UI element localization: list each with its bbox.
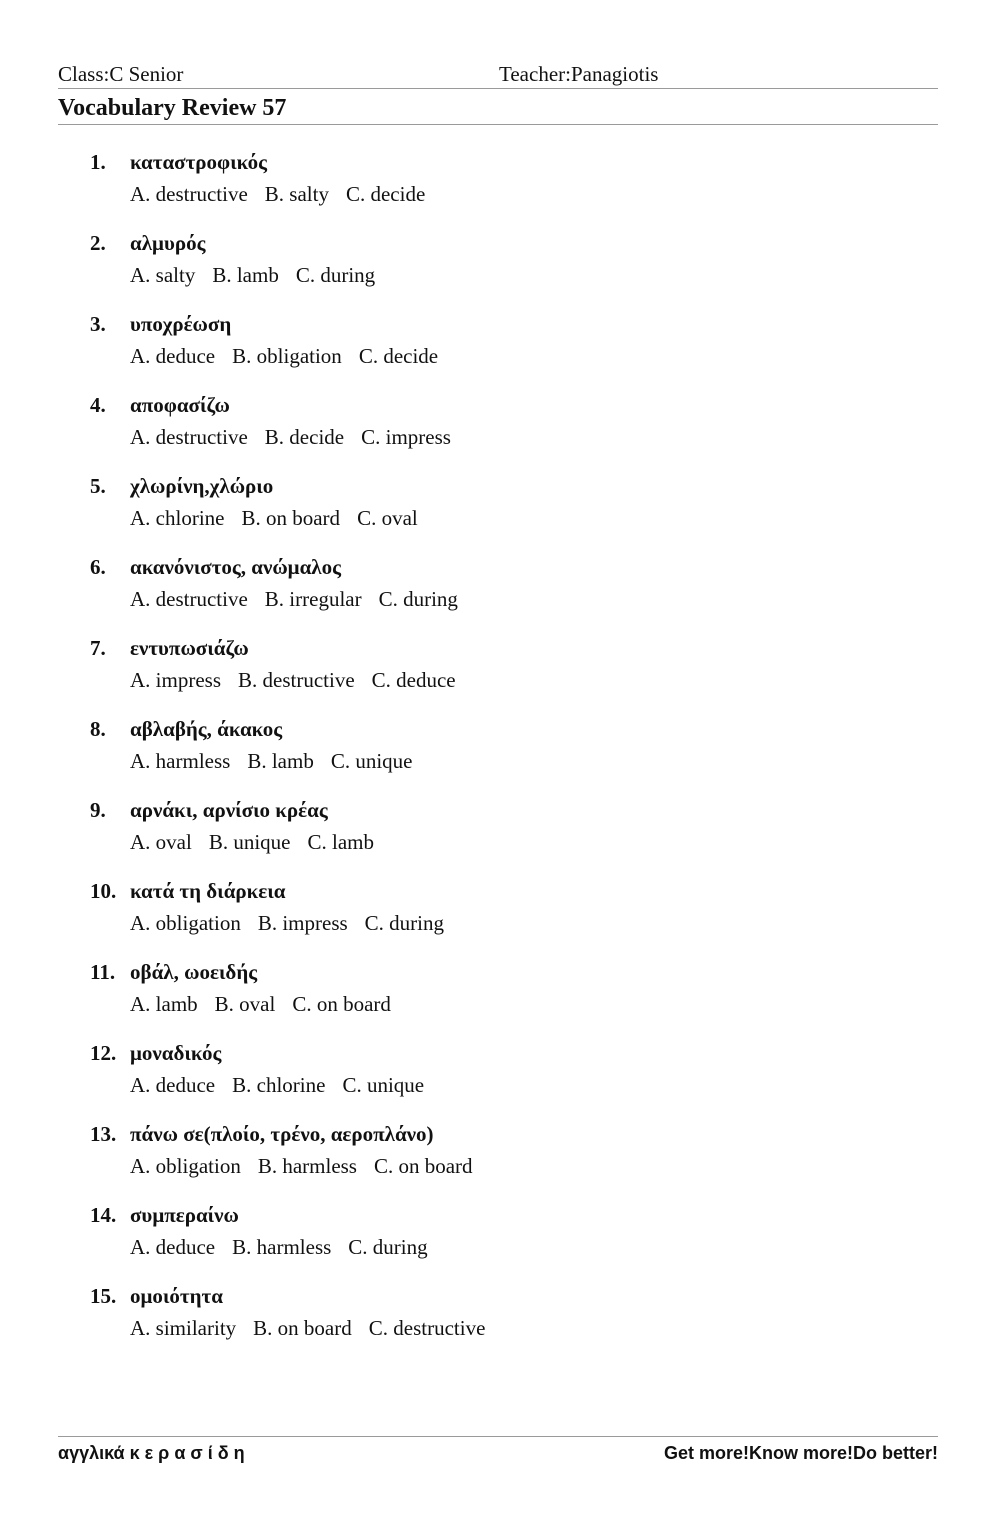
answer-option-b[interactable]: B. harmless (257, 1154, 357, 1178)
question-number: 8. (90, 717, 106, 741)
question-number: 13. (90, 1122, 117, 1146)
question-word: εντυπωσιάζω (130, 636, 249, 660)
question-number: 4. (90, 393, 106, 417)
question-item (0, 1203, 1000, 1273)
answer-option-a[interactable]: A. salty (130, 263, 196, 287)
answer-options (130, 1316, 502, 1341)
answer-option-a[interactable]: A. lamb (130, 992, 198, 1016)
answer-option-c[interactable]: C. during (378, 587, 458, 611)
answer-option-c[interactable]: C. during (364, 911, 445, 935)
question-item (0, 960, 1000, 1030)
answer-option-c[interactable]: C. lamb (307, 830, 374, 854)
question-item (0, 393, 1000, 463)
answer-option-b[interactable]: B. unique (208, 830, 291, 854)
page-title: Vocabulary Review 57 (58, 95, 287, 121)
class-label: Class:C Senior (58, 62, 184, 86)
title-bar (58, 94, 938, 125)
question-number: 10. (90, 879, 117, 903)
answer-options (130, 344, 455, 369)
answer-option-b[interactable]: B. impress (257, 911, 348, 935)
answer-option-c[interactable]: C. on board (292, 992, 391, 1016)
question-item (0, 474, 1000, 544)
answer-option-a[interactable]: A. deduce (130, 1235, 216, 1259)
answer-option-c[interactable]: C. oval (357, 506, 418, 530)
answer-option-a[interactable]: A. chlorine (130, 506, 225, 530)
question-word: αποφασίζω (130, 393, 230, 417)
question-item (0, 636, 1000, 706)
answer-options (130, 182, 442, 207)
answer-option-a[interactable]: A. obligation (130, 911, 241, 935)
answer-option-b[interactable]: B. on board (253, 1316, 352, 1340)
answer-option-c[interactable]: C. decide (358, 344, 439, 368)
question-number: 6. (90, 555, 106, 579)
question-word: συμπεραίνω (130, 1203, 239, 1227)
answer-option-b[interactable]: B. irregular (264, 587, 362, 611)
answer-option-b[interactable]: B. salty (264, 182, 329, 206)
answer-options (130, 263, 392, 288)
question-word: υποχρέωση (130, 312, 232, 336)
answer-options (130, 749, 430, 774)
answer-options (130, 1235, 445, 1260)
answer-option-b[interactable]: B. on board (241, 506, 341, 530)
question-word: αβλαβής, άκακος (130, 717, 283, 741)
answer-option-b[interactable]: B. lamb (247, 749, 314, 773)
answer-option-a[interactable]: A. destructive (130, 182, 248, 206)
answer-options (130, 992, 408, 1017)
question-item (0, 555, 1000, 625)
question-item (0, 231, 1000, 301)
answer-option-c[interactable]: C. unique (342, 1073, 425, 1097)
answer-options (130, 506, 435, 531)
footer-brand: αγγλικά κ ε ρ α σ ί δ η (58, 1443, 245, 1463)
answer-options (130, 425, 468, 450)
answer-option-a[interactable]: A. deduce (130, 1073, 216, 1097)
question-number: 15. (90, 1284, 117, 1308)
answer-option-a[interactable]: A. obligation (130, 1154, 241, 1178)
question-number: 3. (90, 312, 106, 336)
question-number: 14. (90, 1203, 117, 1227)
question-item (0, 1122, 1000, 1192)
question-number: 5. (90, 474, 106, 498)
answer-option-c[interactable]: C. on board (373, 1154, 473, 1178)
question-word: αρνάκι, αρνίσιο κρέας (130, 798, 328, 822)
answer-option-b[interactable]: B. decide (264, 425, 345, 449)
answer-option-a[interactable]: A. harmless (130, 749, 231, 773)
answer-option-a[interactable]: A. destructive (130, 425, 248, 449)
answer-option-a[interactable]: A. deduce (130, 344, 216, 368)
answer-option-c[interactable]: C. during (348, 1235, 428, 1259)
question-word: μοναδικός (130, 1041, 222, 1065)
answer-option-a[interactable]: A. impress (130, 668, 221, 692)
question-number: 1. (90, 150, 106, 174)
answer-option-a[interactable]: A. similarity (130, 1316, 237, 1340)
question-item (0, 798, 1000, 868)
answer-option-a[interactable]: A. destructive (130, 587, 248, 611)
answer-options (130, 1154, 490, 1179)
question-number: 7. (90, 636, 106, 660)
answer-options (130, 587, 475, 612)
question-item (0, 1284, 1000, 1354)
answer-option-b[interactable]: B. destructive (238, 668, 355, 692)
question-item (0, 150, 1000, 220)
answer-option-a[interactable]: A. oval (130, 830, 192, 854)
question-word: χλωρίνη,χλώριο (130, 474, 274, 498)
answer-option-c[interactable]: C. deduce (371, 668, 456, 692)
answer-option-b[interactable]: B. harmless (232, 1235, 332, 1259)
question-word: οβάλ, ωοειδής (130, 960, 258, 984)
question-number: 11. (90, 960, 116, 984)
answer-option-c[interactable]: C. unique (330, 749, 413, 773)
question-word: ομοιότητα (130, 1284, 223, 1308)
answer-option-c[interactable]: C. during (295, 263, 376, 287)
question-item (0, 717, 1000, 787)
question-word: πάνω σε(πλοίο, τρένο, αεροπλάνο) (130, 1122, 434, 1146)
answer-options (130, 830, 391, 855)
answer-option-b[interactable]: B. oval (214, 992, 276, 1016)
question-item (0, 312, 1000, 382)
answer-option-c[interactable]: C. decide (345, 182, 426, 206)
answer-option-b[interactable]: B. chlorine (232, 1073, 326, 1097)
question-word: κατά τη διάρκεια (130, 879, 286, 903)
answer-option-c[interactable]: C. impress (361, 425, 451, 449)
answer-options (130, 911, 461, 936)
question-word: καταστροφικός (130, 150, 268, 174)
teacher-label: Teacher:Panagiotis (499, 62, 659, 86)
footer-slogan: Get more!Know more!Do better! (663, 1443, 938, 1463)
question-number: 12. (90, 1041, 117, 1065)
question-number: 2. (90, 231, 106, 255)
answer-option-b[interactable]: B. lamb (212, 263, 279, 287)
answer-option-c[interactable]: C. destructive (368, 1316, 486, 1340)
question-word: ακανόνιστος, ανώμαλος (130, 555, 341, 579)
answer-options (130, 668, 473, 693)
question-number: 9. (90, 798, 106, 822)
answer-option-b[interactable]: B. obligation (232, 344, 342, 368)
answer-options (130, 1073, 441, 1098)
question-item (0, 1041, 1000, 1111)
page-footer (58, 1436, 938, 1467)
question-word: αλμυρός (130, 231, 206, 255)
question-item (0, 879, 1000, 949)
page-header (58, 62, 938, 89)
